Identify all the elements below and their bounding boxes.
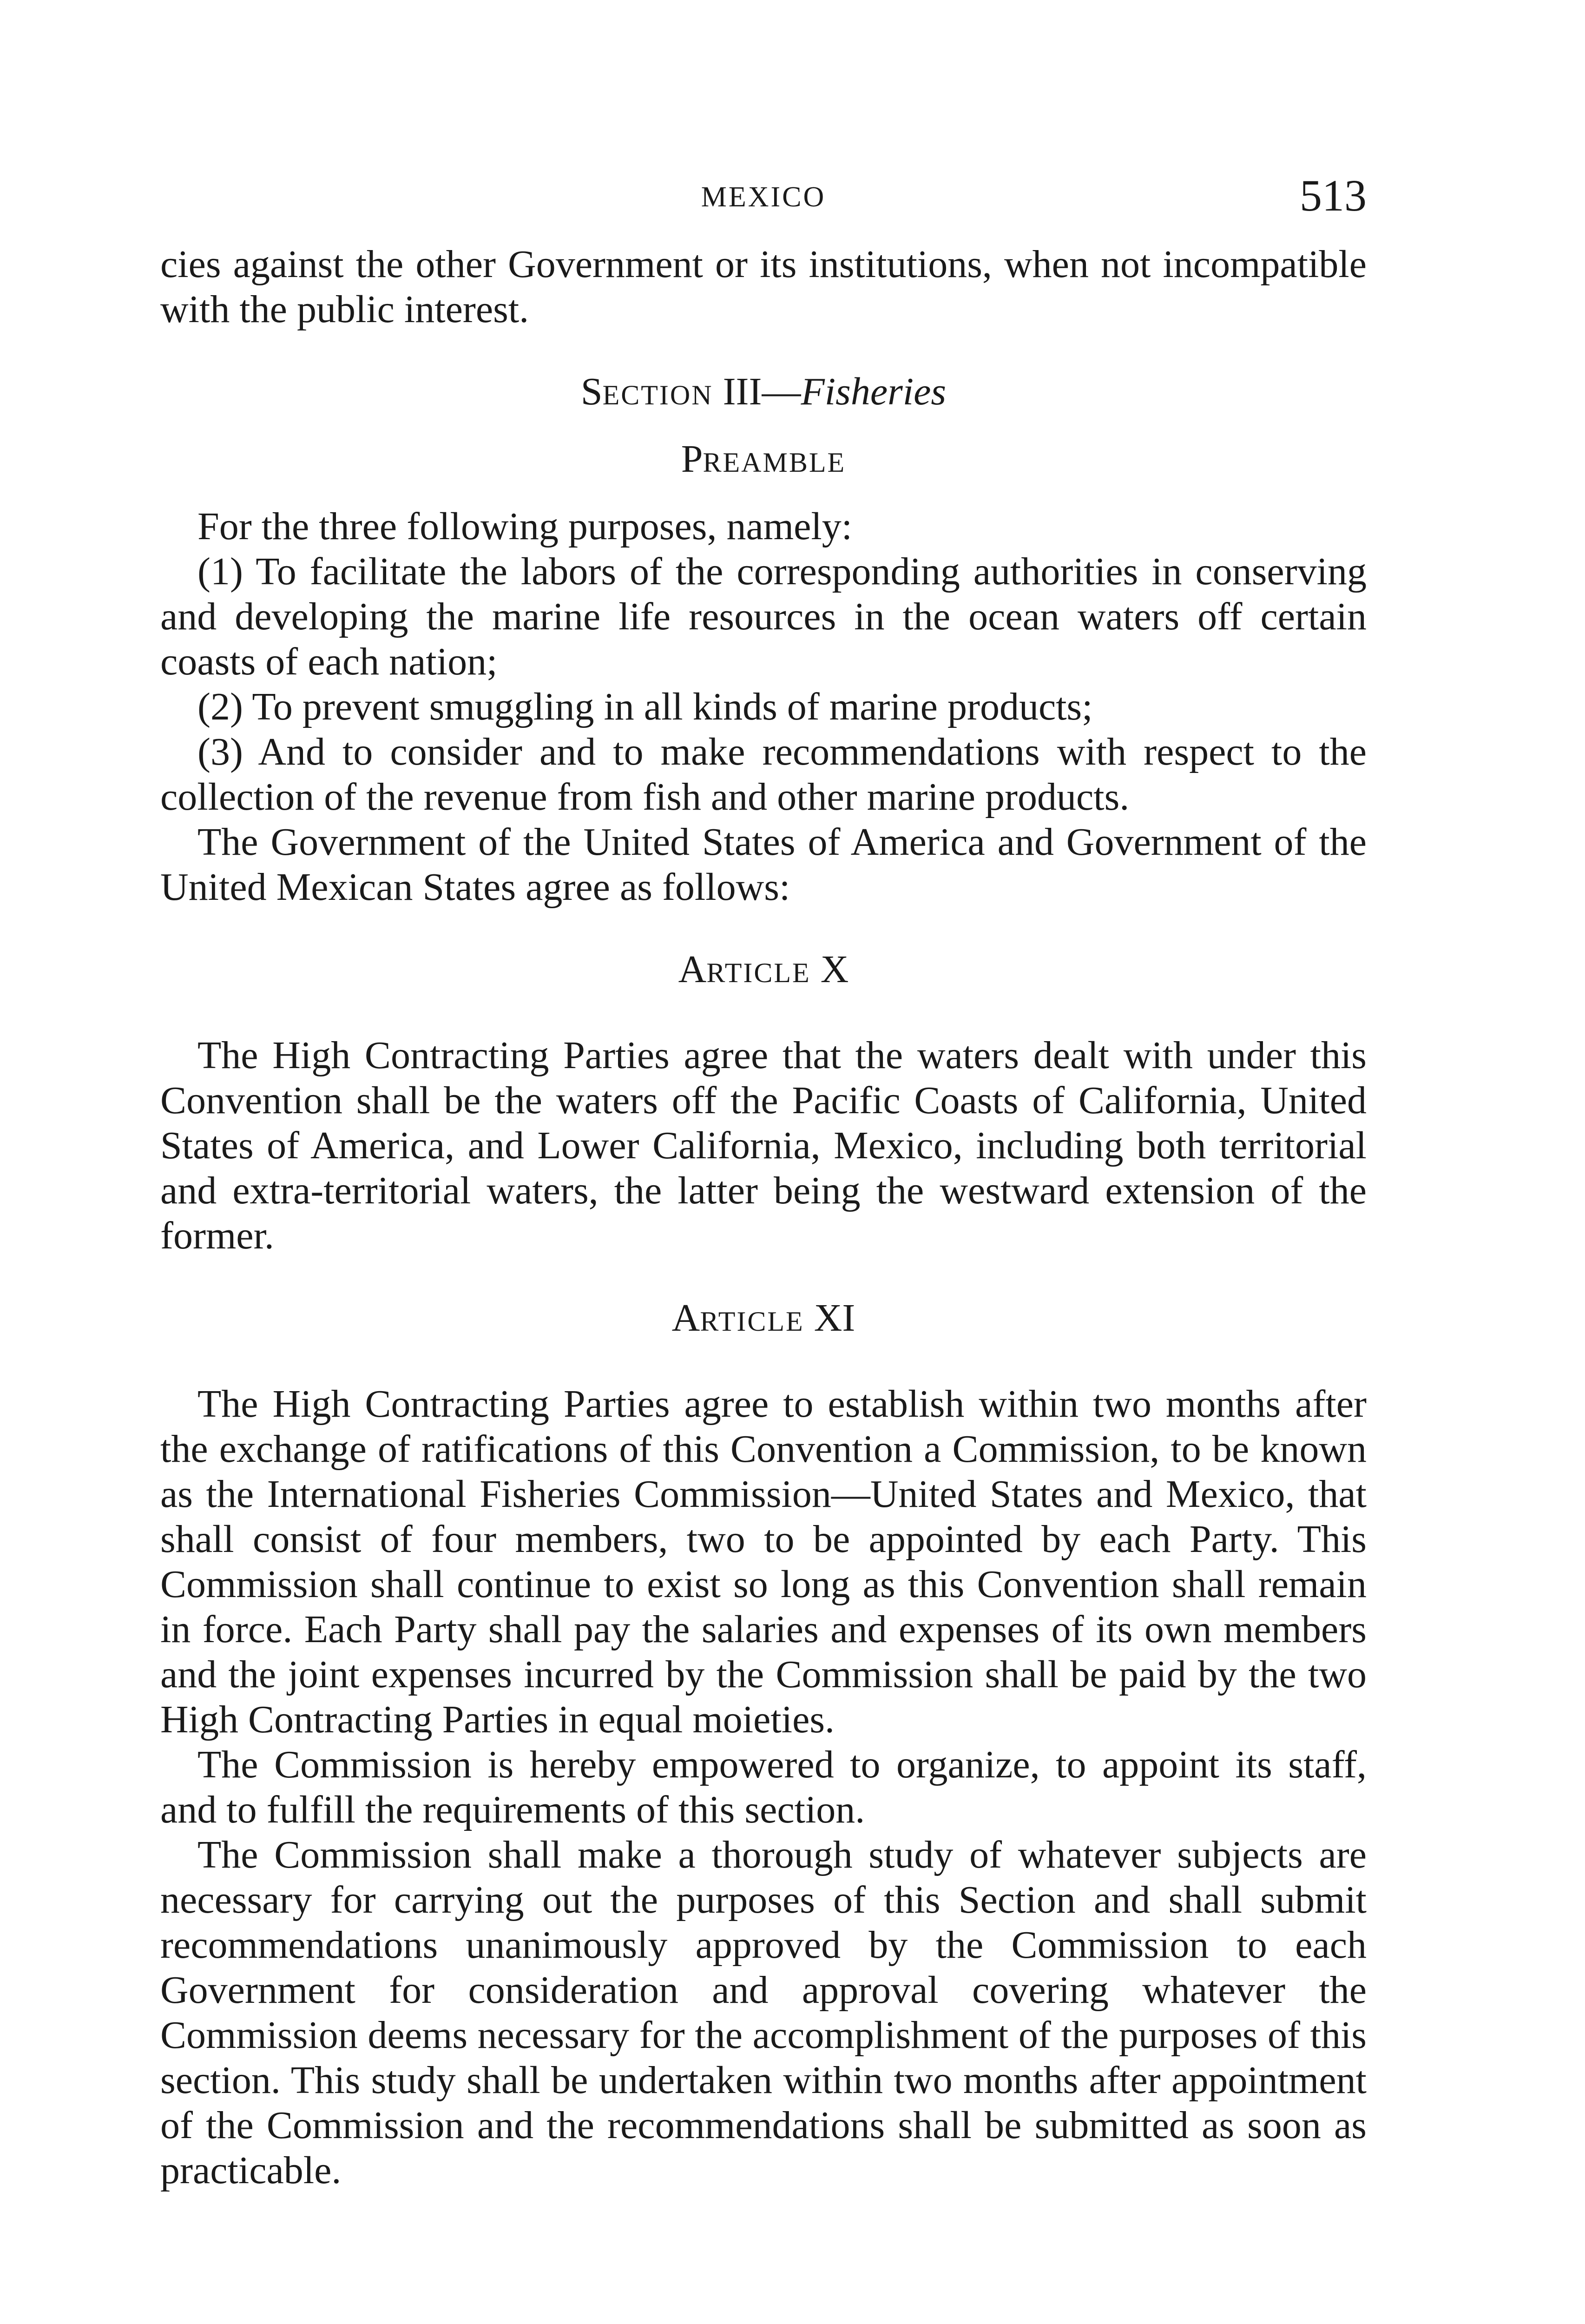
article-xi-heading-word: RTICLE bbox=[700, 1306, 804, 1337]
preamble-intro: For the three following purposes, namely: bbox=[197, 505, 853, 548]
running-head bbox=[160, 160, 1367, 220]
continuation-paragraph: cies against the other Government or its institutions, when not incompatible with the public interest. bbox=[160, 243, 1367, 331]
preamble-agreement: The Government of the United States of America and Government of the United Mexican States agree as follows: bbox=[160, 820, 1367, 909]
section-title: Fisheries bbox=[801, 370, 947, 413]
preamble-heading-word: REAMBLE bbox=[703, 447, 846, 478]
section-heading bbox=[160, 369, 1367, 418]
article-x-heading-word: RTICLE bbox=[706, 957, 811, 988]
running-title: MEXICO bbox=[701, 181, 826, 213]
preamble-item-2: (2) To prevent smuggling in all kinds of marine products; bbox=[197, 685, 1093, 728]
section-heading-initial: S bbox=[580, 370, 603, 413]
preamble-heading-initial: P bbox=[681, 437, 703, 481]
article-x-heading bbox=[160, 947, 1367, 996]
article-xi-number: XI bbox=[814, 1296, 855, 1340]
preamble-item-3: (3) And to consider and to make recommendations with respect to the collection of the revenue from fish and other marine products. bbox=[160, 730, 1367, 819]
article-xi-paragraph-2: The Commission is hereby empowered to organize, to appoint its staff, and to fulfill the requirements of this section. bbox=[160, 1743, 1367, 1831]
section-heading-word: ECTION bbox=[602, 380, 713, 410]
article-xi-paragraph-1: The High Contracting Parties agree to establish within two months after the exchange of ratifications of this Convention a Commission, to be known as the International Fisheries Commission—United States and Mexico, that shall consist of four members, two to be appointed by each Party. This Commission shall continue to exist so long as this Convention shall remain in force. Each Party shall pay the salaries and expenses of its own members and the joint expenses incurred by the Commission shall be paid by the two High Contracting Parties in equal moieties. bbox=[160, 1382, 1367, 1741]
article-xi-paragraph-3: The Commission shall make a thorough study of whatever subjects are necessary for carrying out the purposes of this Section and shall submit recommendations unanimously approved by the Commission to each Government for consideration and approval covering whatever the Commission deems necessary for the accomplishment of the purposes of this section. This study shall be undertaken within two months after appointment of the Commission and the recommendations shall be submitted as soon as practicable. bbox=[160, 1833, 1367, 2192]
preamble-item-1: (1) To facilitate the labors of the corresponding authorities in conserving and developing the marine life resources in the ocean waters off certain coasts of each nation; bbox=[160, 550, 1367, 683]
page-number: 513 bbox=[1300, 171, 1367, 220]
article-x-number: X bbox=[820, 948, 849, 991]
preamble-heading bbox=[160, 436, 1367, 485]
section-number: III— bbox=[723, 370, 801, 413]
body-text bbox=[160, 242, 1367, 2193]
article-xi-heading-initial: A bbox=[671, 1296, 700, 1340]
article-x-heading-initial: A bbox=[678, 948, 707, 991]
article-xi-heading bbox=[160, 1295, 1367, 1344]
article-x-paragraph: The High Contracting Parties agree that the waters dealt with under this Convention shall be the waters off the Pacific Coasts of California, United States of America, and Lower California, Mexico, including both territorial and extra-territorial waters, the latter being the westward extension of the former. bbox=[160, 1034, 1367, 1257]
